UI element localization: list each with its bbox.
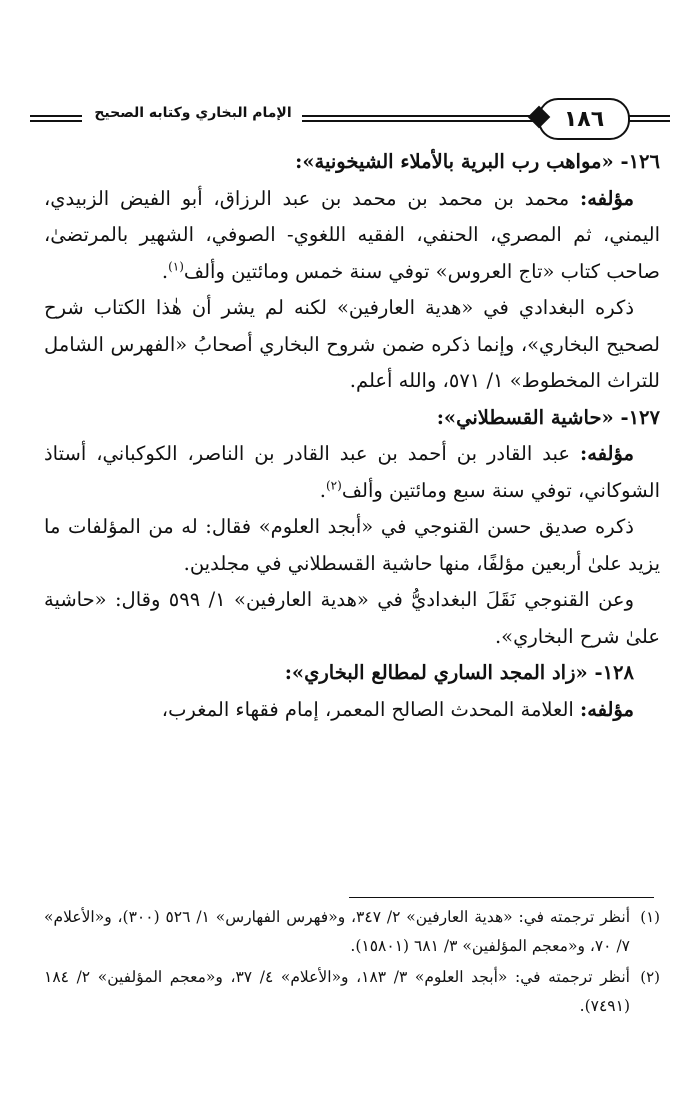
- main-text: [44, 144, 660, 728]
- page-number: ١٨٦: [563, 106, 605, 132]
- author-text: العلامة المحدث الصالح المعمر، إمام فقهاء المغرب،: [161, 697, 574, 721]
- running-header: [30, 96, 670, 140]
- sentence-end: .: [161, 259, 169, 283]
- entry-127-author: [44, 436, 660, 509]
- header-rule-middle: [302, 115, 534, 122]
- header-rule-right: [628, 115, 670, 122]
- sentence-end: .: [319, 478, 326, 502]
- footnote-separator: [349, 897, 654, 898]
- footnote-number: (٢): [640, 968, 660, 986]
- header-rule-left: [30, 115, 82, 122]
- author-text: عبد القادر بن أحمد بن عبد القادر بن الناصر، الكوكباني، أستاذ الشوكاني، توفي سنة سبع ومائتين وألف: [44, 442, 660, 502]
- entry-127-title: ١٢٧- «حاشية القسطلاني»:: [436, 405, 660, 429]
- author-label: مؤلفه:: [580, 186, 634, 210]
- entry-127-paragraph: ذكره صديق حسن القنوجي في «أبجد العلوم» فقال: له من المؤلفات ما يزيد علىٰ أربعين مؤلفًا، منها حاشية القسطلاني في مجلدين.: [44, 515, 660, 575]
- entry-126-author: [44, 181, 660, 291]
- footnote-ref-2: (٢): [325, 478, 342, 492]
- footnote-ref-1: (١): [168, 259, 184, 273]
- entry-126-title: ١٢٦- «مواهب رب البرية بالأملاء الشيخونية»:: [295, 150, 660, 173]
- entry-128-author: [44, 692, 660, 729]
- author-text: محمد بن محمد بن محمد بن عبد الرزاق، أبو الفيض الزبيدي، اليمني، ثم المصري، الحنفي، الفقيه اللغوي- الصوفي، الشهير بالمرتضىٰ، صاحب كتاب «تاج العروس» توفي سنة خمس ومائتين وألف: [44, 186, 660, 283]
- footnote-1: [44, 903, 660, 961]
- running-title: الإمام البخاري وكتابه الصحيح: [94, 105, 292, 121]
- footnote-2: [44, 963, 660, 1021]
- footnote-text: أنظر ترجمته في: «هدية العارفين» ٢/ ٣٤٧، و«فهرس الفهارس» ١/ ٥٢٦ (٣٠٠)، و«الأعلام» ٧/ ٧٠، و«معجم المؤلفين» ٣/ ٦٨١ (١٥٨٠١).: [44, 908, 631, 955]
- entry-127-paragraph-2: وعن القنوجي نَقَلَ البغداديُّ في «هدية العارفين» ١/ ٥٩٩ وقال: «حاشية علىٰ شرح البخاري».: [44, 588, 660, 648]
- entry-128-title: ١٢٨- «زاد المجد الساري لمطالع البخاري»:: [284, 661, 634, 684]
- page-number-ornament: [538, 98, 630, 140]
- footnotes: [44, 903, 660, 1023]
- author-label: مؤلفه:: [580, 442, 634, 465]
- author-label: مؤلفه:: [580, 697, 634, 721]
- entry-126-paragraph: ذكره البغدادي في «هدية العارفين» لكنه لم يشر أن هٰذا الكتاب شرح لصحيح البخاري»، وإنما ذكره ضمن شروح البخاري أصحابُ «الفهرس الشامل للتراث المخطوط» ١/ ٥٧١، والله أعلم.: [44, 296, 660, 392]
- footnote-text: أنظر ترجمته في: «أبجد العلوم» ٣/ ١٨٣، و«الأعلام» ٤/ ٣٧، و«معجم المؤلفين» ٢/ ١٨٤ (٧٤٩١).: [44, 968, 630, 1015]
- footnote-number: (١): [640, 908, 660, 926]
